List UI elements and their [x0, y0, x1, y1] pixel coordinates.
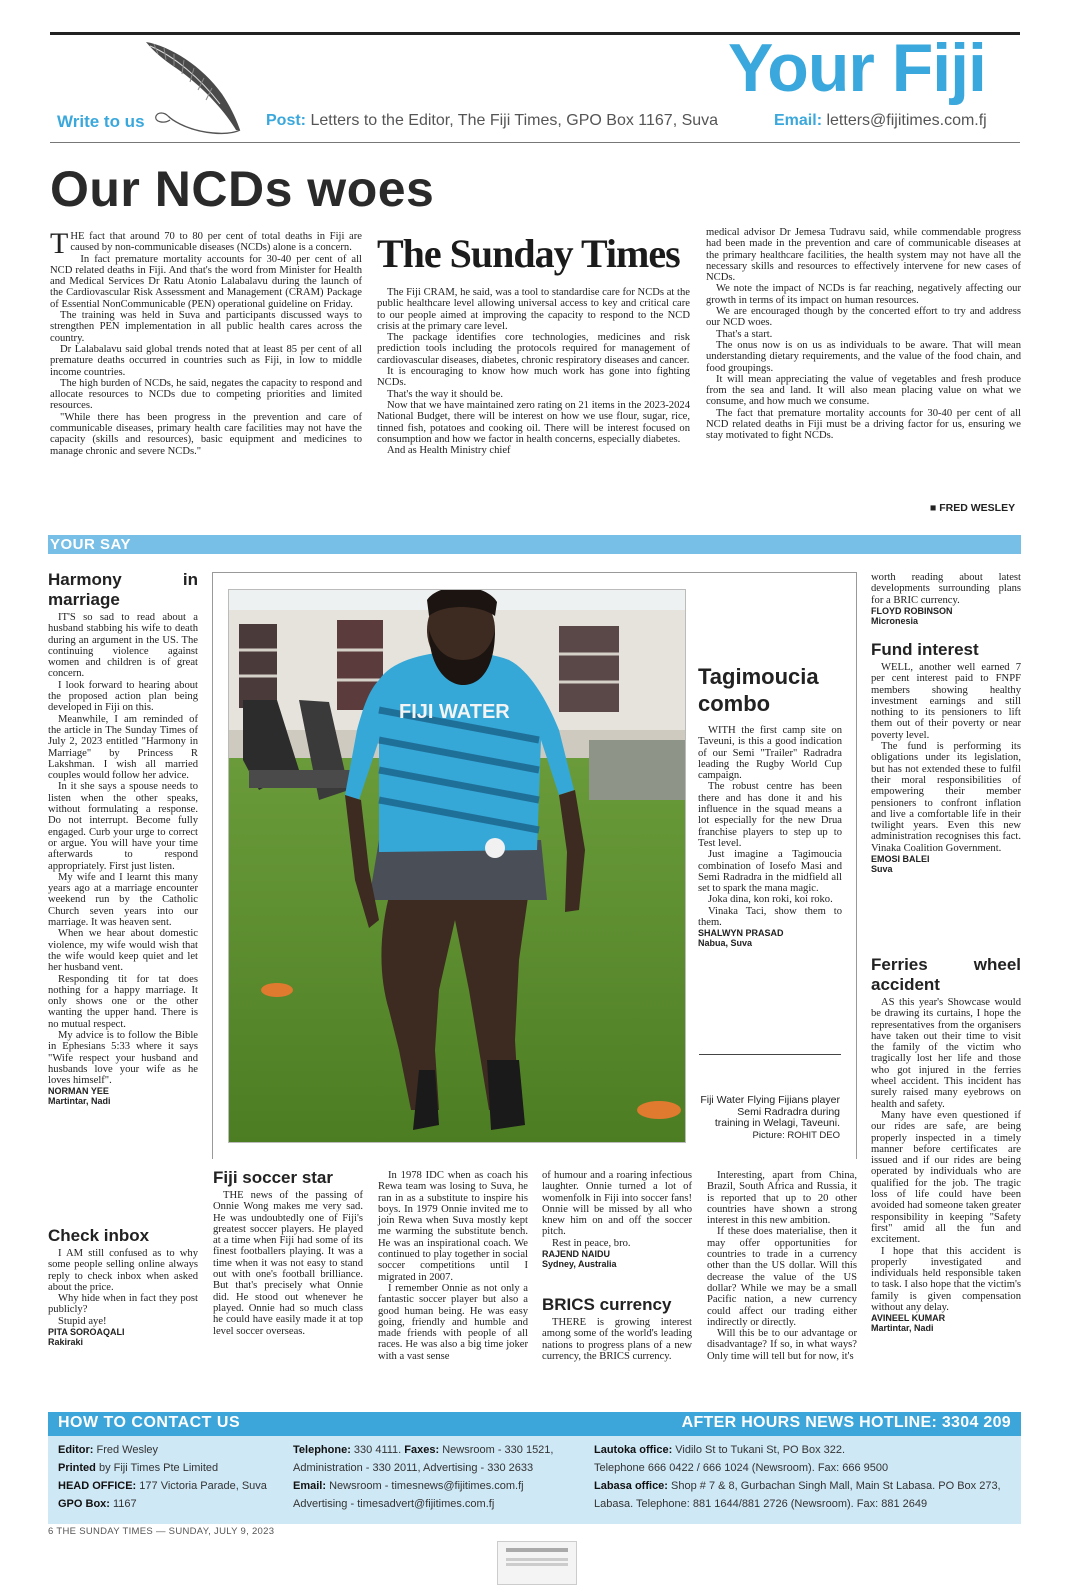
editorial-column-2 [377, 287, 690, 456]
letter-soccer-star-end [542, 1170, 692, 1269]
paragraph: I hope that this accident is properly investigated and individuals held responsible taken to task. I also hope that the victim's family is given compensation without any delay. [871, 1245, 1021, 1314]
paragraph: If these does materialise, then it may offer opportunities for countries to trade in a currency other than the US dollar. Will this decrease the value of the US dollar? While we may be a small Pacific nation, a new currency could affect our trading either indirectly or directly. [707, 1226, 857, 1328]
paragraph: Just imagine a Tagimoucia combination of Iosefo Masi and Semi Radradra in the midfield all set to spark the mana magic. [698, 849, 842, 895]
paragraph: I AM still confused as to why some people selling online always reply to check inbox when asked about the price. [48, 1248, 198, 1293]
letter-soccer-star [213, 1168, 363, 1337]
letter-location: Martintar, Nadi [871, 1323, 934, 1334]
contact-line [594, 1495, 1014, 1513]
contact-line [293, 1477, 593, 1495]
paragraph: The Fiji CRAM, he said, was a tool to standardise care for NCDs at the public healthcare level allowing universal access to key and critical care to our people aimed at improving the capacity to respond to the NCD crisis at the primary care level. [377, 287, 690, 332]
letter-body [542, 1317, 692, 1362]
quill-pen-icon [140, 38, 250, 136]
jersey-text: FIJI WATER [399, 701, 510, 723]
contact-label: Printed [58, 1462, 96, 1474]
paragraph: Interesting, apart from China, Brazil, South Africa and Russia, it is reported that up to 20 other countries have shown a strong interest in this new ambition. [707, 1170, 857, 1227]
letter-brics-currency-cont [707, 1170, 857, 1362]
letter-body [542, 1170, 692, 1249]
paragraph: When we hear about domestic violence, my wife would wish that the wife would keep quiet and let her husband vent. [48, 928, 198, 974]
paragraph: worth reading about latest developments surrounding plans for a BRIC currency. [871, 572, 1021, 606]
contact-line [293, 1459, 593, 1477]
letter-author: NORMAN YEE [48, 1086, 109, 1097]
photo-box-right [856, 572, 857, 1159]
photo-caption [700, 1095, 840, 1141]
contact-value: Vidilo St to Tukani St, PO Box 322. [672, 1444, 846, 1456]
paragraph: I look forward to hearing about the proposed action plan being developed in Fiji on this. [48, 679, 198, 714]
faxes-label: Faxes: [404, 1444, 440, 1456]
paragraph: The robust centre has been there and has done it and his influence in the squad means a lot especially for the new Drua franchise players to step up to Test level. [698, 781, 842, 849]
letter-author: EMOSI BALEI [871, 854, 930, 865]
sunday-times-masthead: The Sunday Times [377, 231, 680, 276]
contact-line [58, 1495, 288, 1513]
paragraph: AS this year's Showcase would be drawing its curtains, I hope the representatives from the organisers have taken out their time to visit the family of the victim who tragically lost her life and those who got injured in the ferries wheel accident. This incident has surely raised many eyebrows on health and safety. [871, 997, 1021, 1110]
paragraph: Many have even questioned if our rides are safe, are being properly inspected in a timely manner before certificates are issued and if our rides are being operated by individuals who are qualified for the job. The tragic loss of life could have been avoided had someone taken greater responsibility in keeping "Safety first" amid all the fun and excitement. [871, 1109, 1021, 1246]
your-say-band [48, 535, 1021, 554]
letter-body [378, 1170, 528, 1362]
letter-tagimoucia [698, 663, 842, 948]
paragraph: In it she says a spouse needs to listen when the other speaks, without formulating a response. Do not interrupt. Become fully engaged. Curb your urge to correct or argue. You will have your time afterwards to respond appropriately. First just listen. [48, 781, 198, 872]
contact-value: by Fiji Times Pte Limited [95, 1462, 219, 1474]
post-label: Post: [266, 112, 306, 129]
paragraph: And as Health Ministry chief [387, 445, 511, 457]
letter-location: Rakiraki [48, 1337, 84, 1348]
paragraph: In fact premature mortality accounts for 30-40 per cent of all NCD related deaths in Fiji. And that's the word from Minister for Health and Medical Services Dr Ratu Atonio Lalabalavu during the launch of the Cardiovascular Risk Assessment and Management (CRAM) Package of Essential NonCommunicable (PEN) operational guideline on Friday. [50, 253, 362, 310]
letter-location: Micronesia [871, 615, 919, 626]
photo-credit: Picture: ROHIT DEO [752, 1129, 840, 1141]
paragraph: IT'S so sad to read about a husband stabbing his wife to death during an argument in the US. The continuing violence against women and children is of great concern. [48, 612, 198, 680]
paragraph: Why hide when in fact they post publicly? [48, 1293, 198, 1316]
paragraph: The package identifies core technologies, medicines and risk prediction tools including the protocols required for management of cardiovascular diseases, diabetes, chronic respiratory diseases and cancer. [377, 332, 690, 366]
email-label: Email: [774, 112, 823, 129]
paragraph: THE news of the passing of Onnie Wong makes me very sad. He was undoubtedly one of Fiji's greatest soccer players. He played at a time when Fiji had some of its finest footballers playing. It was a time when it was not easy to stand out with one's football brilliance. But that's precisely what Onnie did. He stood out whenever he played. Onnie had so much class he could have easily made it at top level soccer overseas. [213, 1190, 363, 1337]
contact-label: Lautoka office: [594, 1444, 673, 1456]
contact-column-3 [594, 1441, 1014, 1513]
letter-body [213, 1190, 363, 1337]
paragraph: Stupid aye! [58, 1315, 107, 1327]
contact-value: 177 Victoria Parade, Suva [136, 1480, 267, 1492]
letter-title: BRICS currency [542, 1295, 672, 1314]
paragraph: We are encouraged though by the concerted effort to try and address our NCD woes. [706, 306, 1021, 329]
paragraph: Will this be to our advantage or disadvantage? If so, in what ways? Only time will tell but for now, it's [707, 1328, 857, 1362]
page-thumbnail [497, 1541, 577, 1585]
post-address-text: Letters to the Editor, The Fiji Times, GPO Box 1167, Suva [310, 112, 719, 129]
letter-location: Martintar, Nadi [48, 1096, 111, 1107]
letter-body [48, 612, 198, 1086]
contact-label: Telephone: [293, 1444, 351, 1456]
letter-author: SHALWYN PRASAD [698, 928, 784, 939]
paragraph: The training was held in Suva and participants discussed ways to strengthen PEN implementation in all public health cares across the country. [50, 310, 362, 344]
email-link[interactable]: letters@fijitimes.com.fj [826, 112, 987, 129]
contact-value: Newsroom - timesnews@fijitimes.com.fj [326, 1480, 524, 1492]
contact-label: Editor: [58, 1444, 94, 1456]
letter-harmony [48, 570, 198, 1106]
paragraph: We note the impact of NCDs is far reaching, negatively affecting our growth in terms of its impact on human resources. [706, 283, 1021, 306]
contact-line [293, 1441, 593, 1459]
paragraph: Joka dina, kon roki, koi roko. [708, 894, 833, 906]
letter-body [871, 997, 1021, 1313]
contact-value: Shop # 7 & 8, Gurbachan Singh Mall, Main St Labasa. PO Box 273, [667, 1480, 1001, 1492]
paragraph: The fund is performing its obligations under its legislation, but has not extended these to fulfil their moral responsibilities of empowering their member pensioners to confront inflation and live a comfortable life in their twilight years. Even this new administration recognises this fact. Vinaka Coalition Government. [871, 741, 1021, 854]
paragraph: THE fact that around 70 to 80 per cent of total deaths in Fiji are caused by non-communicable diseases (NCDs) alone is a concern. [50, 227, 362, 260]
paragraph: The fact that premature mortality accounts for 30-40 per cent of all NCD related deaths in Fiji must be a driving factor for us, ensuring we stay motivated to fight NCDs. [706, 407, 1021, 442]
letter-brics-currency [542, 1295, 692, 1362]
contact-band [48, 1412, 1021, 1436]
paragraph: That's the way it should be. [387, 388, 504, 400]
section-title: Your Fiji [728, 30, 986, 106]
letter-soccer-star-cont [378, 1170, 528, 1362]
letter-title: Check inbox [48, 1226, 150, 1245]
contact-label: Email: [293, 1480, 327, 1492]
paragraph: Now that we have maintained zero rating on 21 items in the 2023-2024 National Budget, there will be interest on how we use flour, sugar, rice, tinned fish, potatoes and cooking oil. There will be interest focused on consumption and how we factor in health concerns, especially diabetes. [377, 399, 690, 445]
contact-line [58, 1459, 288, 1477]
news-hotline: AFTER HOURS NEWS HOTLINE: 3304 209 [681, 1414, 1011, 1431]
email-address [774, 112, 987, 130]
letter-check-inbox [48, 1226, 198, 1347]
contact-line [293, 1495, 593, 1513]
photo-box-top [212, 572, 857, 573]
paragraph: My wife and I learnt this many years ago at a marriage encounter weekend run by the Catholic Church seven years into our marriage. It was heaven sent. [48, 871, 198, 929]
letter-body [698, 725, 842, 928]
paragraph: Dr Lalabalavu said global trends noted that at least 85 per cent of all premature deaths occurred in countries such as Fiji, in low to middle income countries. [50, 343, 362, 378]
contact-line [594, 1477, 1014, 1495]
paragraph: Rest in peace, bro. [552, 1237, 631, 1249]
letter-title: Tagimoucia combo [698, 664, 819, 716]
paragraph: The onus now is on us as individuals to be aware. That will mean understanding dietary requirements, and the value of the food chain, and food groupings. [706, 339, 1021, 374]
contact-column-1 [58, 1441, 288, 1513]
paragraph: WITH the first camp site on Taveuni, is this a good indication of our Semi "Trailer" Radradra leading the Rugby World Cup campaign. [698, 725, 842, 782]
contact-column-2 [293, 1441, 593, 1513]
paragraph: THERE is growing interest among some of the world's leading nations to progress plans of a new currency, the BRICS currency. [542, 1317, 692, 1362]
letter-body [871, 662, 1021, 854]
paragraph: It will mean appreciating the value of vegetables and fresh produce from the sea and land. It will also mean placing value on what we consume, and how much we consume. [706, 373, 1021, 408]
your-say-label: YOUR SAY [50, 536, 131, 553]
letter-title: Fund interest [871, 640, 979, 659]
contact-value: Labasa. Telephone: 881 1644/881 2726 (Newsroom). Fax: 881 2649 [594, 1498, 928, 1510]
how-to-contact-label: HOW TO CONTACT US [58, 1414, 241, 1431]
letter-body [48, 1248, 198, 1327]
letter-title: Harmony in marriage [48, 570, 198, 609]
contact-value: 1167 [109, 1498, 137, 1510]
faxes-value: Newsroom - 330 1521, [439, 1444, 554, 1456]
paragraph: "While there has been progress in the prevention and care of communicable diseases, primary health care facilities may not have the capacity (skills and resources), basic equipment and medicines to manage chronic and severe NCDs." [50, 411, 362, 457]
photo-box-left [212, 572, 213, 1159]
paragraph: Vinaka Taci, show them to them. [698, 905, 842, 929]
paragraph: It is encouraging to know how much work has gone into fighting NCDs. [377, 366, 690, 389]
paragraph: The high burden of NCDs, he said, negates the capacity to respond and allocate resources to NCDs due to competing priorities and limited resources. [50, 377, 362, 412]
paragraph: In 1978 IDC when as coach his Rewa team was losing to Suva, he ran in as a substitute to inspire his boys. In 1979 Onnie invited me to join Rewa when Suva mostly kept me warming the substitute bench. He was an inspirational coach. We continued to play together in social soccer competitions until I migrated in 2007. [378, 1170, 528, 1283]
contact-value: Telephone 666 0422 / 666 1024 (Newsroom). Fax: 666 9500 [594, 1462, 889, 1474]
contact-line [58, 1477, 288, 1495]
paragraph: I remember Onnie as not only a fantastic soccer player but also a good human being. He was easy going, friendly and humble and made friends with people of all races. He was also a big time joker with a vast sense [378, 1282, 528, 1362]
paragraph: That's a start. [716, 328, 773, 340]
contact-value: 330 4111. [350, 1444, 405, 1456]
contact-label: Labasa office: [594, 1480, 668, 1492]
letter-bric-end [871, 572, 1021, 626]
editorial-column-1 [50, 227, 362, 457]
contact-value: Advertising - timesadvert@fijitimes.com.fj [293, 1498, 495, 1510]
write-to-us-label: Write to us [57, 112, 145, 131]
letter-title: Ferries wheel accident [871, 955, 1021, 994]
contact-value: Fred Wesley [93, 1444, 159, 1456]
page-folio: 6 THE SUNDAY TIMES — SUNDAY, JULY 9, 2023 [48, 1526, 275, 1537]
header-rule [50, 142, 1020, 143]
letter-location: Nabua, Suva [698, 938, 753, 949]
letter-location: Sydney, Australia [542, 1259, 617, 1270]
editorial-column-3 [706, 227, 1021, 442]
rugby-player-photo [228, 589, 686, 1143]
letter-author: FLOYD ROBINSON [871, 605, 953, 616]
paragraph: My advice is to follow the Bible in Ephesians 5:33 where it says "Wife respect your husband and husbands love your wife as he loves himself". [48, 1029, 198, 1087]
paragraph: Responding tit for tat does nothing for a happy marriage. It only shows one or the other wanting the upper hand. There is no mutual respect. [48, 973, 198, 1030]
letter-author: AVINEEL KUMAR [871, 1313, 946, 1324]
editorial-byline: ■ FRED WESLEY [930, 502, 1016, 514]
contact-info-panel [48, 1436, 1021, 1524]
letter-author: PITA SOROAQALI [48, 1327, 125, 1338]
contact-label: GPO Box: [58, 1498, 110, 1510]
letter-author: RAJEND NAIDU [542, 1249, 611, 1260]
letter-location: Suva [871, 864, 893, 875]
letter-body [871, 572, 1021, 606]
paragraph: medical advisor Dr Jemesa Tudravu said, while commendable progress had been made in the prevention and care of communicable diseases at the primary healthcare facilities, the health system may not have all the necessary skills and resources to effectively intervene for new cases of NCDs. [706, 227, 1021, 284]
letter-title: Fiji soccer star [213, 1168, 334, 1187]
paragraph: WELL, another well earned 7 per cent interest paid to FNPF members showing healthy investment earnings and still nothing to its pensioners to lift them out of their poverty or near poverty level. [871, 662, 1021, 741]
caption-rule [699, 1054, 841, 1055]
drop-cap: T [50, 227, 69, 260]
paragraph: of humour and a roaring infectious laughter. Onnie turned a lot of womenfolk in Fiji into soccer fans! Onnie will be missed by all who knew him on and off the soccer pitch. [542, 1170, 692, 1238]
letter-fund-interest [871, 640, 1021, 874]
letter-ferries-wheel [871, 955, 1021, 1333]
contact-line [594, 1441, 1014, 1459]
paragraph: Meanwhile, I am reminded of the article in The Sunday Times of July 2, 2023 entitled "Harmony in Marriage" by Princess R Lakshman. I wish all married couples would follow her advice. [48, 713, 198, 782]
caption-text: Fiji Water Flying Fijians player Semi Radradra during training in Welagi, Taveuni. [700, 1094, 840, 1129]
letter-body [707, 1170, 857, 1362]
contact-label: HEAD OFFICE: [58, 1480, 137, 1492]
contact-value: Administration - 330 2011, Advertising - 330 2633 [293, 1462, 534, 1474]
contact-line [594, 1459, 1014, 1477]
post-address [266, 112, 718, 130]
editorial-headline: Our NCDs woes [50, 161, 435, 217]
contact-line [58, 1441, 288, 1459]
